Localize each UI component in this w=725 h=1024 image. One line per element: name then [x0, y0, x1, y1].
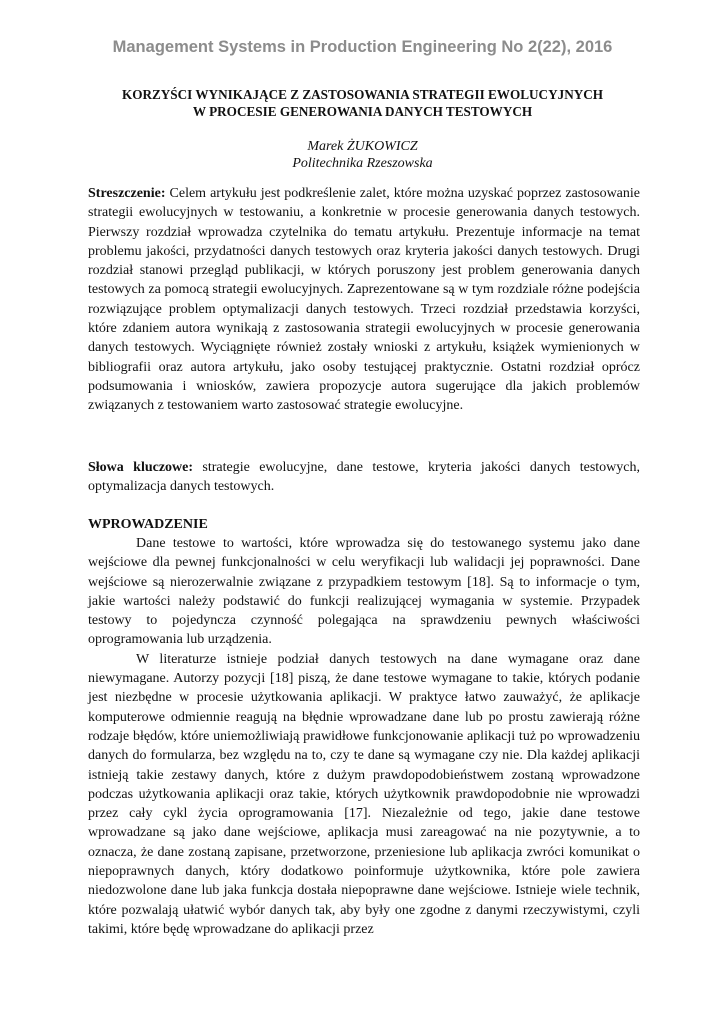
abstract [88, 184, 640, 416]
title-line-1: KORZYŚCI WYNIKAJĄCE Z ZASTOSOWANIA STRATEGII EWOLUCYJNYCH [121, 87, 604, 102]
title-line-2: W PROCESIE GENEROWANIA DANYCH TESTOWYCH [192, 104, 533, 119]
author-block [0, 138, 725, 172]
keywords-label: Słowa kluczowe: [88, 460, 194, 475]
abstract-label: Streszczenie: [88, 186, 166, 201]
article-title [60, 86, 665, 120]
journal-header: Management Systems in Production Engineering No 2(22), 2016 [112, 38, 613, 56]
abstract-text: Celem artykułu jest podkreślenie zalet, które można uzyskać poprzez zastosowanie strategii ewolucyjnych w testowaniu, a konkretnie w procesie generowania danych testowych. Pierwszy rozdział wprowadza czytelnika do tematu artykułu. Prezentuje informacje na temat problemu jakości, przydatności danych testowych oraz kryteria jakości danych testowych. Drugi rozdział stanowi przegląd publikacji, w których poruszony jest problem generowania danych testowych za pomocą strategii ewolucyjnych. Zaprezentowane są w tym rozdziale różne podejścia rozwiązujące problem optymalizacji danych testowych. Trzeci rozdział przedstawia korzyści, które zdaniem autora wynikają z zastosowania strategii ewolucyjnych w procesie generowania danych testowych. Wyciągnięte również zostały wnioski z artykułu, książek wymienionych w bibliografii oraz autora artykułu, jako osoby testującej praktycznie. Ostatni rozdział oprócz podsumowania i wniosków, zawiera propozycje autora sugerujące dla jakich problemów związanych z testowaniem warto zastosować strategie ewolucyjne. [88, 186, 640, 414]
keywords [88, 458, 640, 497]
intro-paragraph-2: W literaturze istnieje podział danych testowych na dane wymagane oraz dane niewymagane. Autorzy pozycji [18] piszą, że dane testowe wymagane to takie, których podanie jest niezbędne w procesie użytkowania aplikacji. W praktyce łatwo zauważyć, że aplikacje komputerowe odmiennie reagują na błędnie wprowadzane dane lub po prostu zawierają różne rodzaje błędów, które uniemożliwiają prawidłowe funkcjonowanie aplikacji tuż po wprowadzeniu danych do formularza, bez względu na to, czy te dane są wymagane czy nie. Dla każdej aplikacji istnieją takie zestawy danych, które z dużym prawdopodobieństwem zostaną wprowadzone podczas użytkowania aplikacji oraz takie, których użytkownik prawdopodobnie nie wprowadzi przez cały cykl życia oprogramowania [17]. Niezależnie od tego, jakie dane testowe wprowadzane są jako dane wejściowe, aplikacja musi zareagować na nie pozytywnie, a to oznacza, że dane zostaną zapisane, przetworzone, przeniesione lub aplikacja zwróci komunikat o niepoprawnych danych, który dodatkowo poinformuje użytkownika, które pole zawiera niedozwolone dane lub jaka funkcja dostała niepoprawne dane wejściowe. Istnieje wiele technik, które pozwalają ułatwić wybór danych tak, aby były one zgodne z danymi rzeczywistymi, czyli takimi, które będę wprowadzane do aplikacji przez [88, 651, 640, 937]
section-heading-introduction: WPROWADZENIE [88, 517, 208, 532]
introduction-body [88, 534, 640, 939]
author-affiliation: Politechnika Rzeszowska [292, 156, 433, 171]
keywords-text: strategie ewolucyjne, dane testowe, kryteria jakości danych testowych, optymalizacja danych testowych. [88, 460, 640, 495]
intro-paragraph-1: Dane testowe to wartości, które wprowadza się do testowanego systemu jako dane wejściowe dla pewnej funkcjonalności w celu weryfikacji lub walidacji jej poprawności. Dane wejściowe są nierozerwalnie związane z przypadkiem testowym [18]. Są to informacje o tym, jakie wartości należy podstawić do funkcji realizującej wymagania w systemie. Przypadek testowy to pojedyncza czynność polegająca na sprawdzeniu pewnych właściwości oprogramowania lub urządzenia. [88, 536, 640, 648]
author-name: Marek ŻUKOWICZ [307, 139, 418, 154]
